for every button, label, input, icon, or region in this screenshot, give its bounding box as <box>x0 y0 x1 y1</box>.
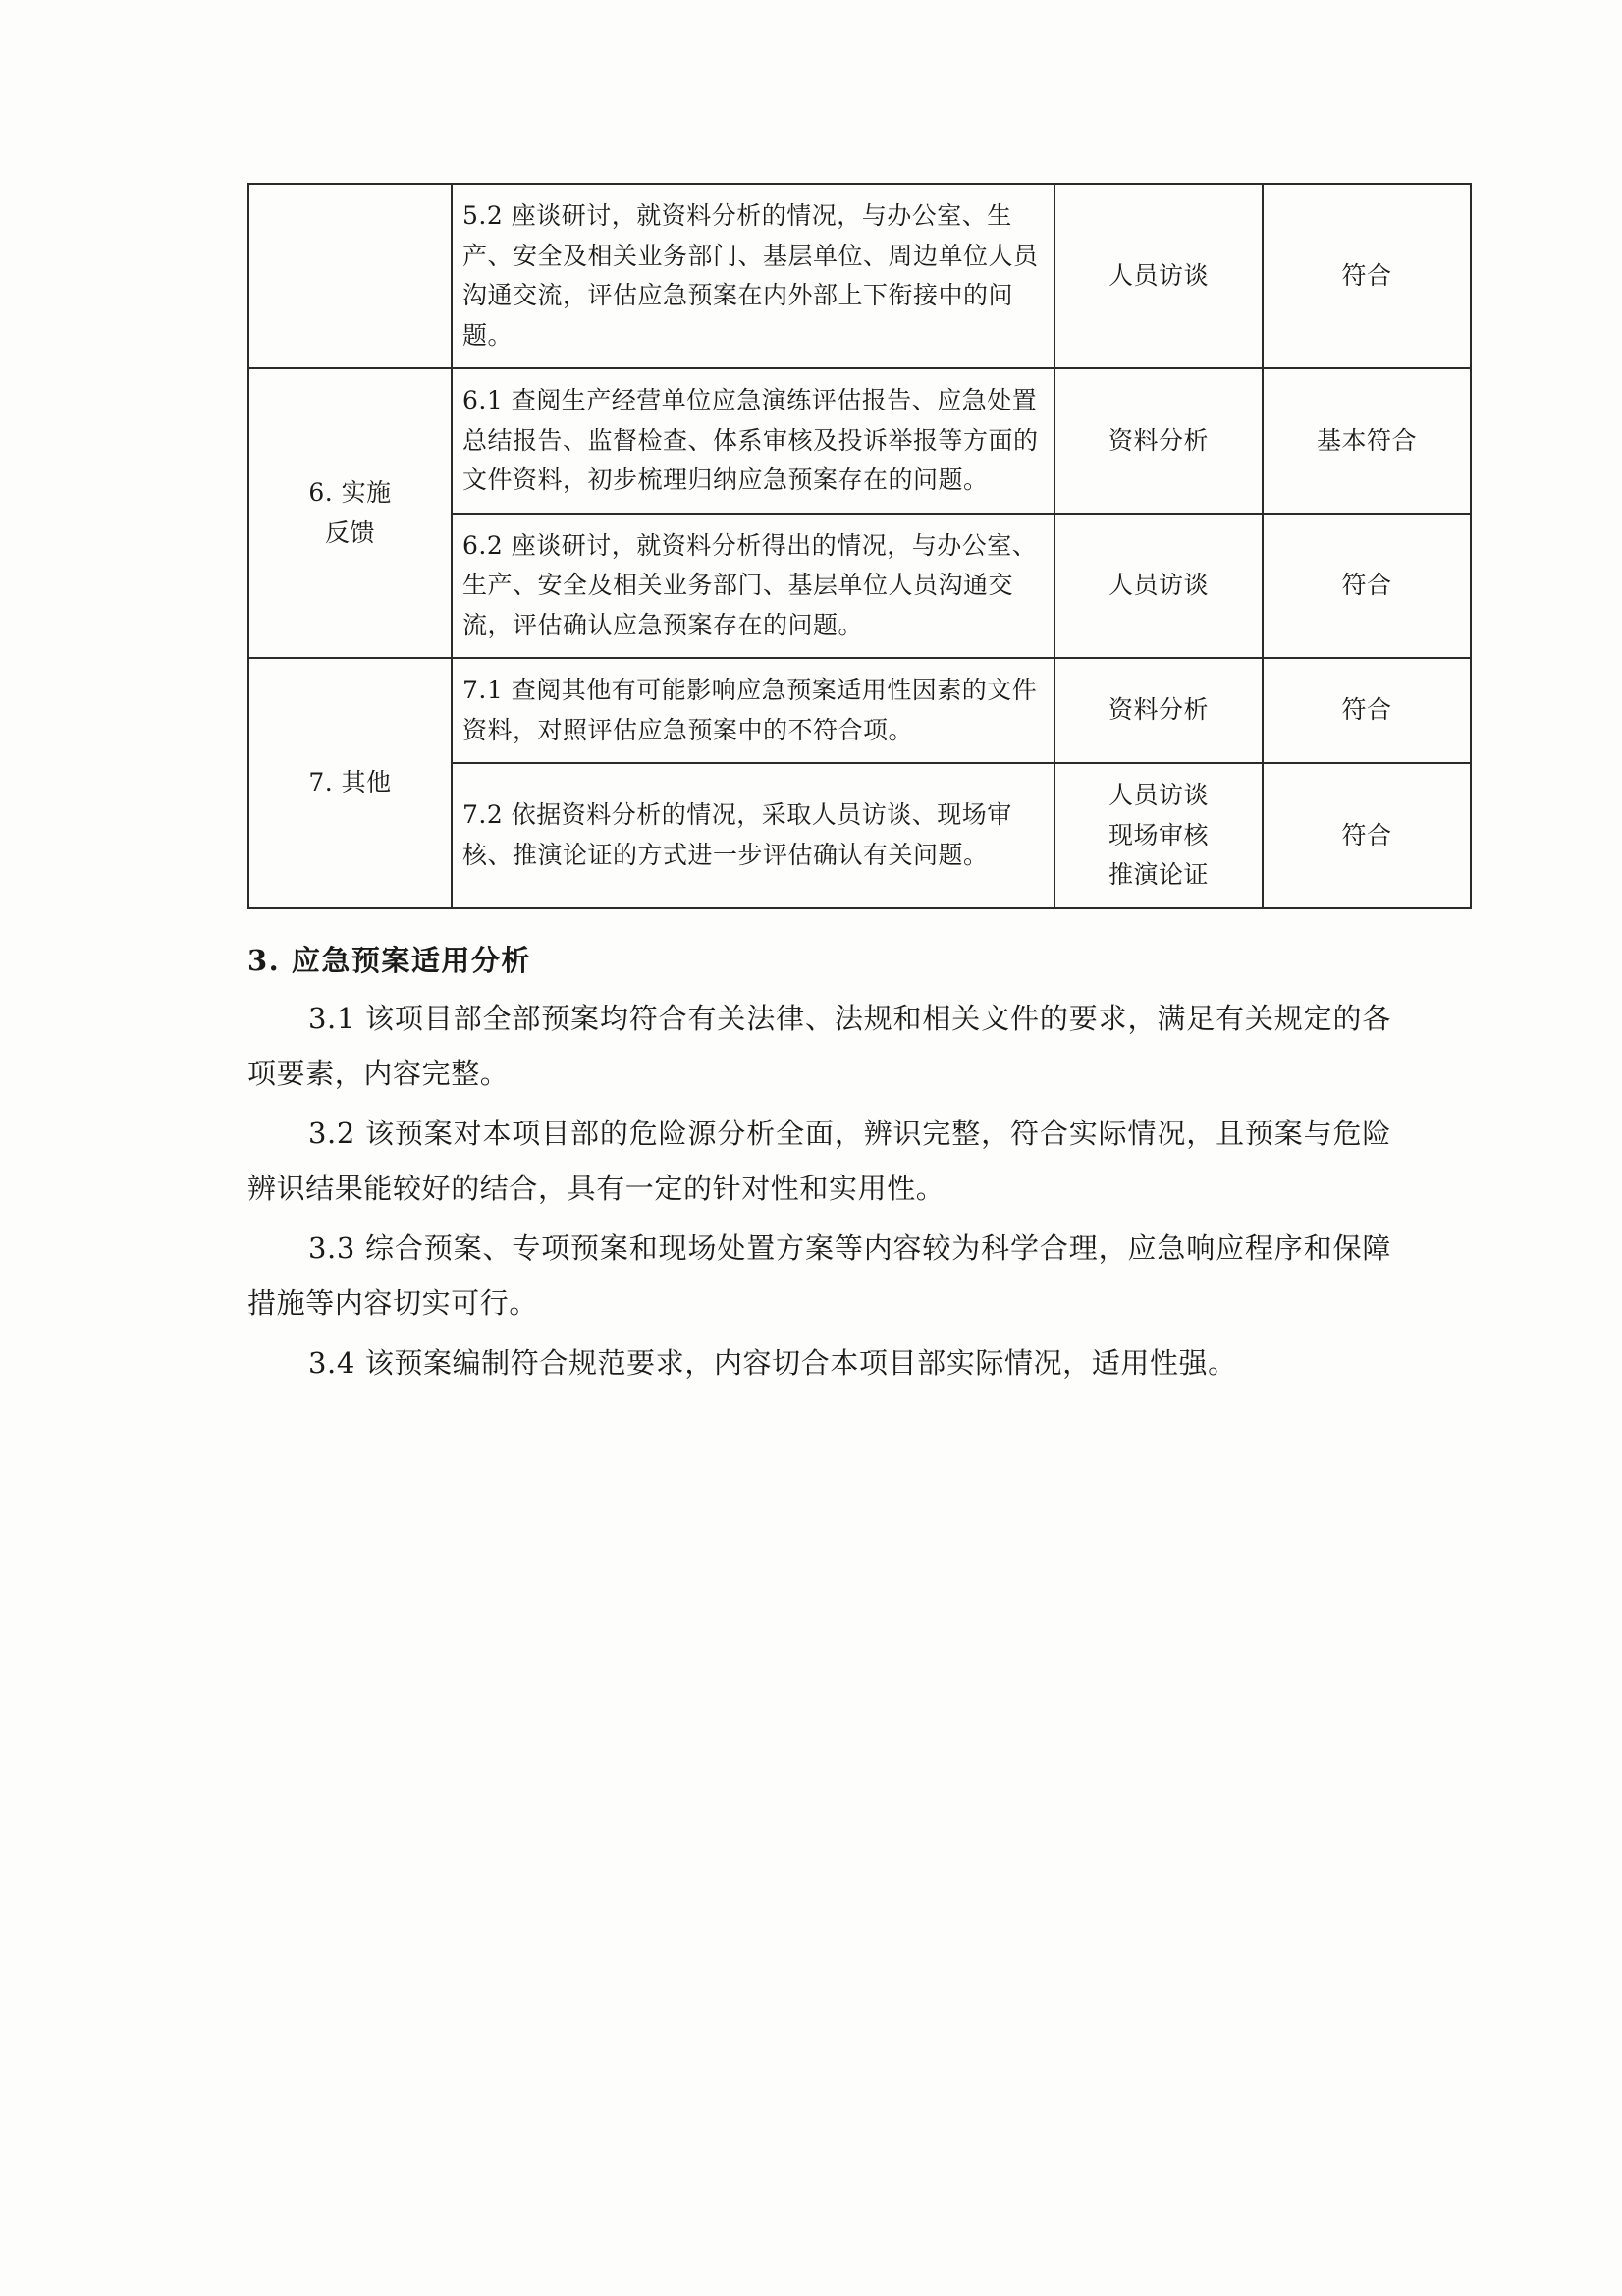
table-cell-category <box>248 184 452 368</box>
table-row <box>248 658 1471 763</box>
table-cell-result: 符合 <box>1263 184 1471 368</box>
table-cell-method: 资料分析 <box>1054 658 1263 763</box>
table-cell-category <box>248 368 452 658</box>
table-cell-description: 7.1 查阅其他有可能影响应急预案适用性因素的文件资料，对照评估应急预案中的不符合项。 <box>452 658 1054 763</box>
table-row <box>248 368 1471 514</box>
table-cell-method: 人员访谈 <box>1054 514 1263 659</box>
table-row <box>248 184 1471 368</box>
table-cell-method <box>1054 763 1263 908</box>
table-cell-result: 符合 <box>1263 658 1471 763</box>
paragraph: 3.2 该预案对本项目部的危险源分析全面，辨识完整，符合实际情况，且预案与危险辨识结果能较好的结合，具有一定的针对性和实用性。 <box>247 1116 1391 1206</box>
table-cell-description: 7.2 依据资料分析的情况，采取人员访谈、现场审核、推演论证的方式进一步评估确认有关问题。 <box>452 763 1054 908</box>
category-line: 7. 其他 <box>308 768 392 796</box>
table-cell-result: 符合 <box>1263 763 1471 908</box>
method-line: 现场审核 <box>1108 820 1209 849</box>
table-cell-method: 资料分析 <box>1054 368 1263 514</box>
assessment-table <box>247 183 1472 909</box>
table-cell-result: 基本符合 <box>1263 368 1471 514</box>
method-line: 推演论证 <box>1108 860 1209 889</box>
method-line: 人员访谈 <box>1108 781 1209 809</box>
table-cell-description: 5.2 座谈研讨，就资料分析的情况，与办公室、生产、安全及相关业务部门、基层单位、周边单位人员沟通交流，评估应急预案在内外部上下衔接中的问题。 <box>452 184 1054 368</box>
table-cell-result: 符合 <box>1263 514 1471 659</box>
section-heading: 3. 应急预案适用分析 <box>247 943 531 977</box>
table-cell-description: 6.2 座谈研讨，就资料分析得出的情况，与办公室、生产、安全及相关业务部门、基层单位人员沟通交流，评估确认应急预案存在的问题。 <box>452 514 1054 659</box>
paragraph: 3.4 该预案编制符合规范要求，内容切合本项目部实际情况，适用性强。 <box>308 1345 1237 1380</box>
paragraph: 3.3 综合预案、专项预案和现场处置方案等内容较为科学合理，应急响应程序和保障措施等内容切实可行。 <box>247 1230 1391 1321</box>
page-content <box>247 183 1417 1394</box>
paragraph: 3.1 该项目部全部预案均符合有关法律、法规和相关文件的要求，满足有关规定的各项要素，内容完整。 <box>247 1001 1391 1091</box>
category-line: 反馈 <box>324 518 375 547</box>
table-cell-category <box>248 658 452 908</box>
table-cell-description: 6.1 查阅生产经营单位应急演练评估报告、应急处置总结报告、监督检查、体系审核及投诉举报等方面的文件资料，初步梳理归纳应急预案存在的问题。 <box>452 368 1054 514</box>
table-cell-method: 人员访谈 <box>1054 184 1263 368</box>
category-line: 6. 实施 <box>308 478 392 507</box>
